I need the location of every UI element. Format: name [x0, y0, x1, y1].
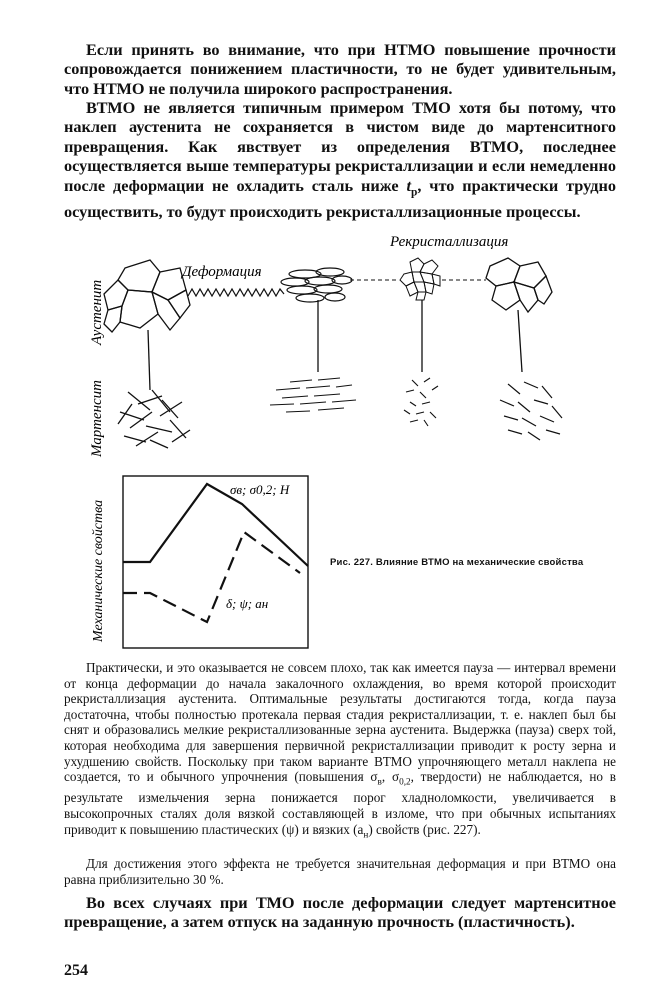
a-n-subscript: н	[363, 829, 369, 840]
sigma-b-subscript: в	[377, 776, 382, 787]
martensite-parallel-needles	[270, 378, 356, 412]
small-paragraph-1	[64, 660, 616, 843]
closing-paragraph: Во всех случаях при ТМО после деформации следует мартенситное превращение, а затем отпуск на заданную прочность (пластичность).	[64, 893, 616, 932]
page-number: 254	[64, 962, 88, 979]
curve-plasticity-label: δ; ψ; aн	[226, 596, 269, 611]
small-paragraph-1-part-c: , твердости) не наблюдается, но в результате измельчения зерна понижается порог хладноломкости, увеличивается в высокопрочных сталях доля вязкой составляющей в изломе, что при обычных испытаниях приводит к повышению пластических (ψ) и вязких (a	[64, 769, 616, 837]
deformation-spring	[188, 289, 284, 296]
small-paragraph-1-part-a: Практически, и это оказывается не совсем плохо, так как имеется пауза — интервал времени от конца деформации до начала закалочного охлаждения, во время которой происходит рекристаллизация аустенита. Оптимальные результаты достигаются тогда, когда пауза достаточна, чтобы полностью протекала первая стадия рекристаллизации, т. е. наклеп был бы снят и образовались мелкие рекристаллизованные зерна аустенита. Выдержка (пауза) сверх той, которая необходима для завершения первичной рекристаллизации приводит к росту зерна и ухудшению свойств. Поскольку при таком варианте ВТМО упрочняющего металл наклепа не создается, то и обычного упрочнения (повышения σ	[64, 660, 616, 785]
curve-strength-label: σв; σ0,2; H	[230, 482, 290, 497]
austenite-deformed-grains	[281, 268, 352, 302]
transform-stems	[148, 300, 522, 390]
label-recrystallization: Рекристаллизация	[390, 234, 509, 250]
paragraph-2-part-a: ВТМО не является типичным примером ТМО хотя бы потому, что наклеп аустенита не сохраняется в чистом виде до мартенситного превращения. Как явствует из определения ВТМО, последнее осуществляется выше температуры рекристаллизации и если немедленно после деформации не охладить сталь ниже	[64, 98, 616, 195]
label-martensite: Мартенсит	[89, 379, 105, 457]
label-deformation: Деформация	[182, 264, 262, 280]
austenite-fine-grains	[400, 258, 440, 300]
martensite-medium-needles	[500, 382, 562, 440]
figure-caption: Рис. 227. Влияние ВТМО на механические свойства	[330, 557, 584, 568]
austenite-coarse-grains	[104, 260, 190, 332]
chart-ylabel: Механические свойства	[91, 499, 106, 642]
austenite-grown-grains	[486, 258, 552, 312]
paragraph-2-part-b: , что практически трудно осуществить, то будут происходить рекристаллизационные процессы.	[64, 175, 616, 222]
martensite-coarse-needles	[118, 390, 190, 448]
sigma-02-subscript: 0,2	[399, 776, 411, 787]
small-paragraph-1-part-d: ) свойств (рис. 227).	[368, 821, 481, 837]
small-paragraph-2: Для достижения этого эффекта не требуется значительная деформация и при ВТМО она равна приблизительно 30 %.	[64, 856, 616, 887]
t-subscript: р	[411, 185, 418, 198]
t-symbol: t	[406, 175, 412, 195]
martensite-fine-needles	[404, 378, 438, 426]
small-paragraph-1-part-b: , σ	[381, 769, 400, 785]
paragraph-1: Если принять во внимание, что при НТМО повышение прочности сопровождается понижением пластичности, то не будет удивительным, что НТМО не получила широкого распространения.	[64, 40, 616, 98]
curve-plasticity	[123, 532, 300, 622]
label-austenite: Аустенит	[89, 279, 105, 345]
